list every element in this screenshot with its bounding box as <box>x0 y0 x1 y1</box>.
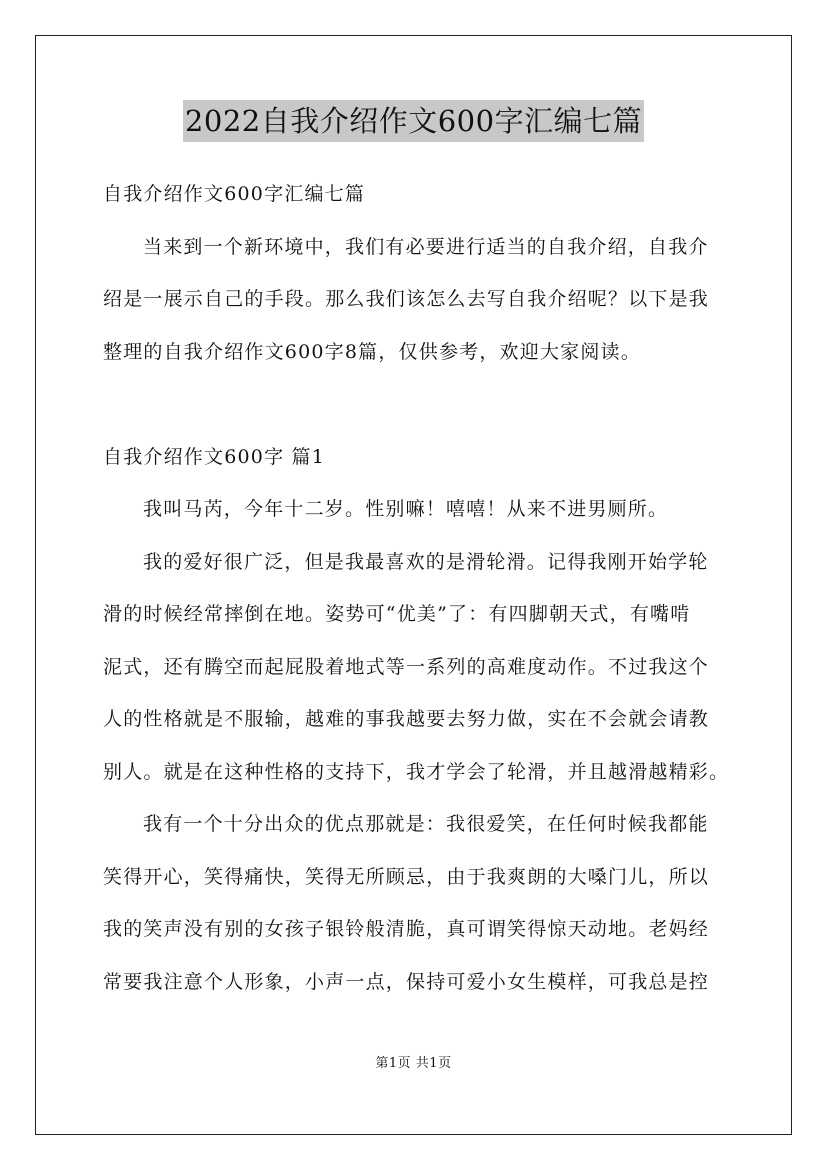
text-line: 当来到一个新环境中，我们有必要进行适当的自我介绍，自我介 <box>143 235 709 258</box>
text-line: 自我介绍作文600字 篇1 <box>103 445 325 468</box>
page-footer: 第1页 共1页 <box>375 1056 452 1071</box>
text-line: 自我介绍作文600字汇编七篇 <box>103 183 366 205</box>
text-line: 整理的自我介绍作文600字8篇，仅供参考，欢迎大家阅读。 <box>103 340 641 363</box>
text-line: 泥式，还有腾空而起屁股着地式等一系列的高难度动作。不过我这个 <box>103 655 710 678</box>
text-line: 我叫马芮，今年十二岁。性别嘛！嘻嘻！从来不进男厕所。 <box>143 498 669 520</box>
text-line: 我有一个十分出众的优点那就是：我很爱笑，在任何时候我都能 <box>143 813 709 835</box>
text-line: 人的性格就是不服输，越难的事我越要去努力做，实在不会就会请教 <box>103 708 710 730</box>
text-line: 别人。就是在这种性格的支持下，我才学会了轮滑，并且越滑越精彩。 <box>103 760 730 783</box>
document-title-text: 2022自我介绍作文600字汇编七篇 <box>183 100 644 142</box>
text-line: 我的笑声没有别的女孩子银铃般清脆，真可谓笑得惊天动地。老妈经 <box>103 918 710 940</box>
text-line: 笑得开心，笑得痛快，笑得无所顾忌，由于我爽朗的大嗓门儿，所以 <box>103 865 710 888</box>
document-body <box>103 168 728 1008</box>
blank-line <box>103 378 728 431</box>
text-line: 常要我注意个人形象，小声一点，保持可爱小女生模样，可我总是控 <box>103 970 710 993</box>
text-line: 滑的时候经常摔倒在地。姿势可“优美”了：有四脚朝天式，有嘴啃 <box>103 603 691 625</box>
text-line: 绍是一展示自己的手段。那么我们该怎么去写自我介绍呢？以下是我 <box>103 288 710 310</box>
document-title <box>0 100 827 142</box>
text-line: 我的爱好很广泛，但是我最喜欢的是滑轮滑。记得我刚开始学轮 <box>143 550 709 573</box>
